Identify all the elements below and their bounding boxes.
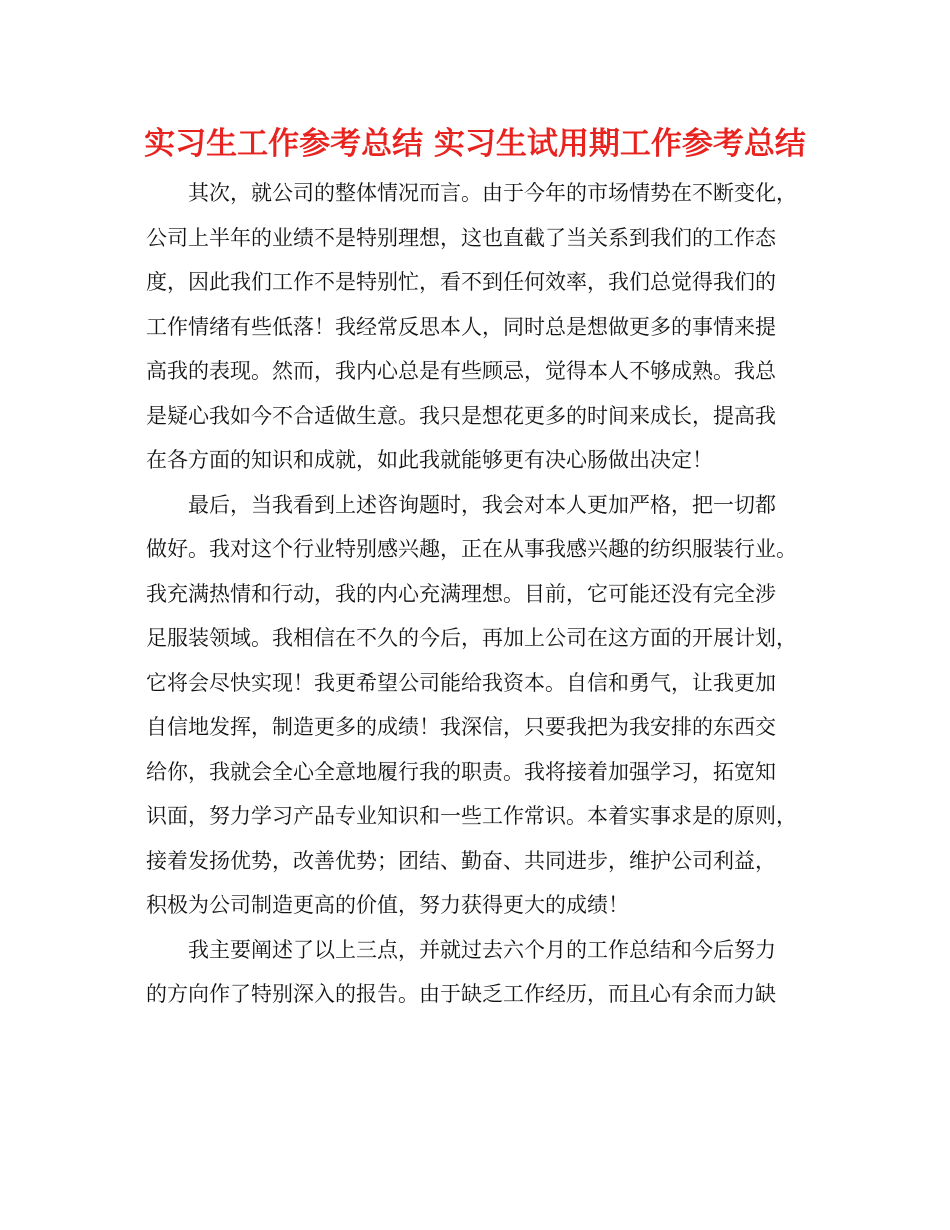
text-line: 高我的表现。然而，我内心总是有些顾忌，觉得本人不够成熟。我总 (146, 359, 776, 383)
text-line: 给你，我就会全心全意地履行我的职责。我将接着加强学习，拓宽知 (146, 759, 776, 784)
text-line: 公司上半年的业绩不是特别理想，这也直截了当关系到我们的工作态 (146, 225, 776, 250)
document-body (146, 171, 816, 1017)
text-line: 最后，当我看到上述咨询题时，我会对本人更加严格，把一切都 (188, 492, 776, 517)
text-line: 工作情绪有些低落！我经常反思本人，同时总是想做更多的事情来提 (146, 314, 776, 339)
text-line: 做好。我对这个行业特别感兴趣，正在从事我感兴趣的纺织服装行业。 (146, 537, 797, 561)
text-line: 度，因此我们工作不是特别忙，看不到任何效率，我们总觉得我们的 (146, 270, 776, 294)
text-line: 其次，就公司的整体情况而言。由于今年的市场情势在不断变化， (188, 181, 797, 205)
text-line: 自信地发挥，制造更多的成绩！我深信，只要我把为我安排的东西交 (146, 715, 776, 739)
text-line: 是疑心我如今不合适做生意。我只是想花更多的时间来成长，提高我 (146, 403, 776, 428)
text-line: 足服装领域。我相信在不久的今后，再加上公司在这方面的开展计划， (146, 626, 797, 650)
document-title: 实习生工作参考总结 实习生试用期工作参考总结 (144, 126, 806, 162)
text-line: 积极为公司制造更高的价值，努力获得更大的成绩！ (146, 893, 629, 917)
text-line: 识面，努力学习产品专业知识和一些工作常识。本着实事求是的原则， (146, 804, 797, 828)
text-line: 它将会尽快实现！我更希望公司能给我资本。自信和勇气，让我更加 (146, 670, 776, 695)
text-line: 我充满热情和行动，我的内心充满理想。目前，它可能还没有完全涉 (146, 581, 776, 606)
text-line: 我主要阐述了以上三点，并就过去六个月的工作总结和今后努力 (188, 937, 776, 962)
text-line: 的方向作了特别深入的报告。由于缺乏工作经历，而且心有余而力缺 (146, 982, 776, 1006)
text-line: 在各方面的知识和成就，如此我就能够更有决心肠做出决定！ (146, 448, 713, 472)
text-line: 接着发扬优势，改善优势；团结、勤奋、共同进步，维护公司利益， (146, 848, 776, 873)
